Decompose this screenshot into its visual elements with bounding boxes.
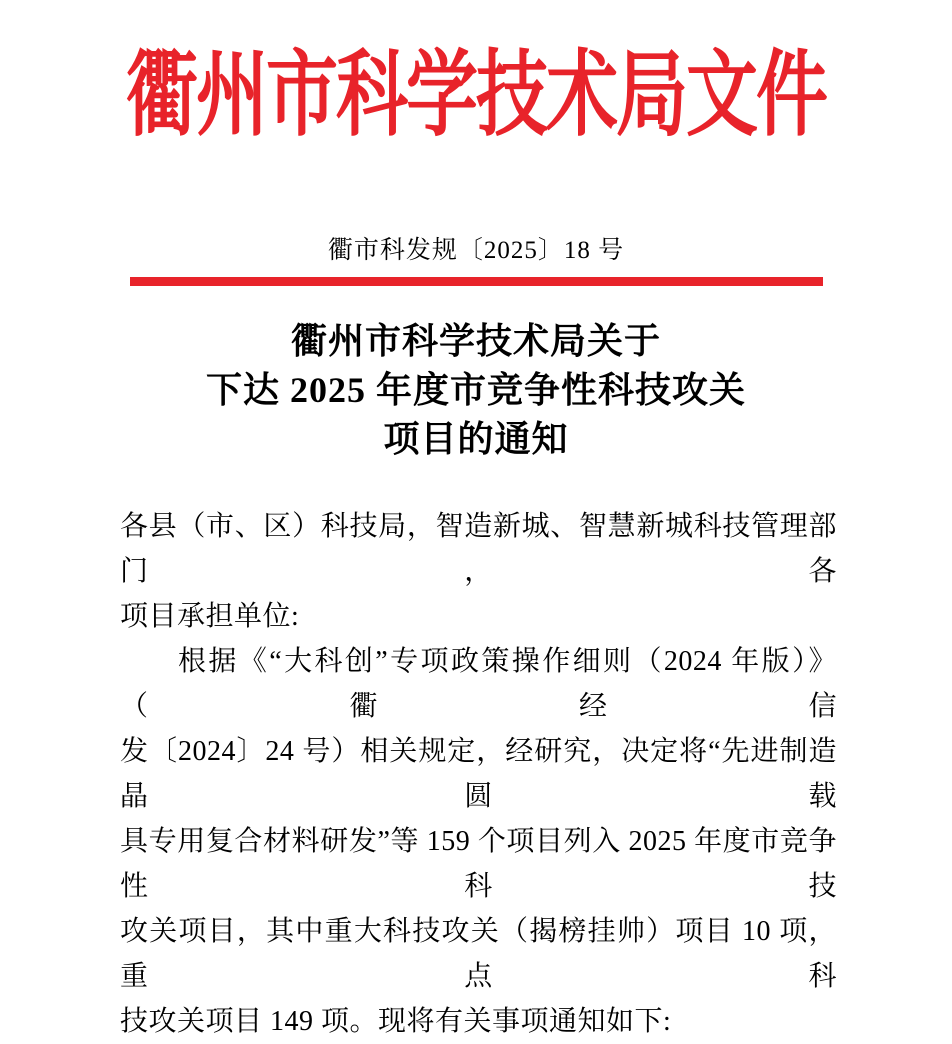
doc-number: 衢市科发规〔2025〕18 号	[327, 237, 625, 264]
body-line-paragraph-3: 具专用复合材料研发”等 159 个项目列入 2025 年度市竞争性科技	[120, 826, 837, 902]
notice-title-line-1: 衢州市科学技术局关于	[290, 321, 661, 361]
red-divider-line	[130, 277, 823, 286]
notice-title-line-2: 下达 2025 年度市竞争性科技攻关	[205, 370, 746, 410]
body-line-paragraph-5: 技攻关项目 149 项。现将有关事项通知如下:	[120, 1006, 672, 1037]
body-line-paragraph-1: 根据《“大科创”专项政策操作细则（2024 年版）》（衢经信	[120, 646, 837, 722]
document-page	[0, 40, 952, 1037]
body-line-paragraph-4: 攻关项目，其中重大科技攻关（揭榜挂帅）项目 10 项，重点科	[120, 916, 837, 992]
body-line-salutation-1: 各县（市、区）科技局，智造新城、智慧新城科技管理部门，各	[120, 511, 837, 587]
agency-header	[0, 40, 952, 152]
document-body	[120, 504, 837, 1044]
body-line-salutation-2: 项目承担单位:	[120, 601, 300, 632]
agency-header-text: 衢州市科学技术局文件	[125, 44, 826, 149]
notice-title-line-3: 项目的通知	[383, 419, 569, 459]
body-line-paragraph-2: 发〔2024〕24 号）相关规定，经研究，决定将“先进制造晶圆载	[120, 736, 837, 812]
notice-title	[0, 317, 952, 464]
